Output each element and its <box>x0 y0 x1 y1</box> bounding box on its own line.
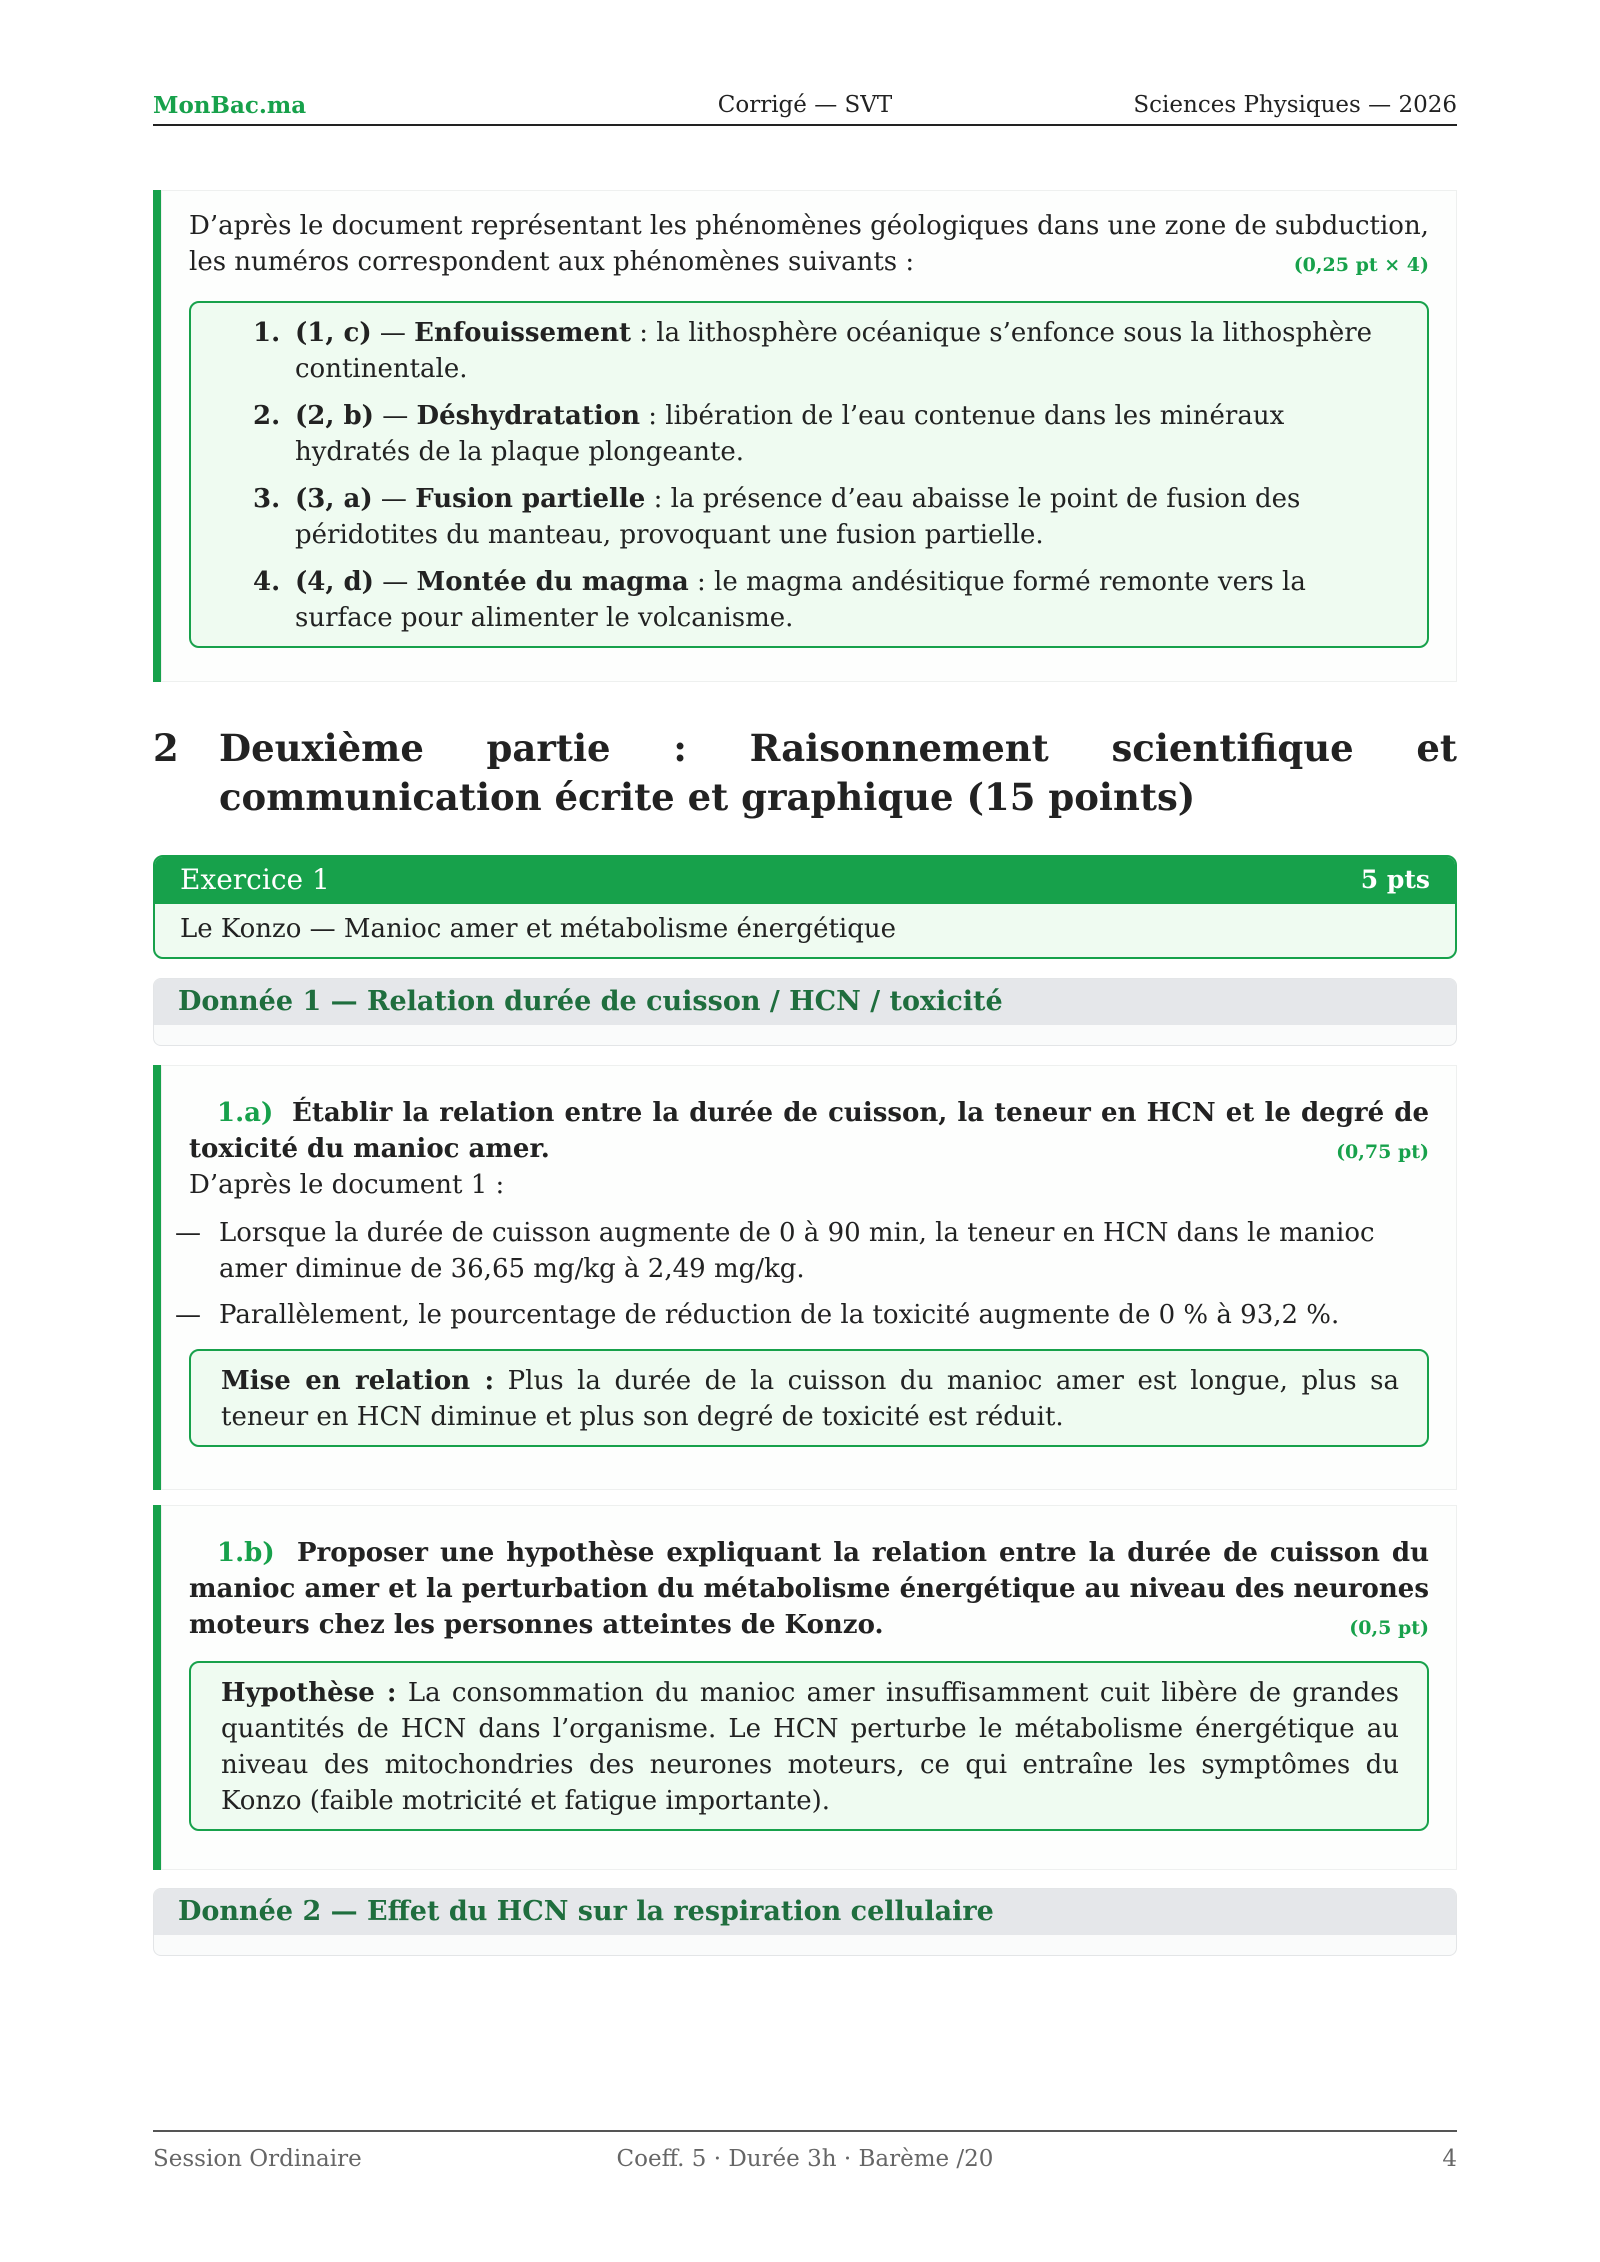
footer-left: Session Ordinaire <box>153 2146 362 2172</box>
q1b-statement <box>189 1535 1429 1643</box>
donnee-2 <box>153 1888 1457 1956</box>
list-item <box>161 1215 1429 1287</box>
item-sep: — <box>372 484 416 514</box>
list-item <box>161 1297 1429 1333</box>
phenomena-list <box>191 315 1399 636</box>
list-item <box>191 481 1399 553</box>
item-number: 3. <box>253 484 281 514</box>
list-item <box>191 564 1399 636</box>
answer-block-subduction <box>153 190 1457 682</box>
exercise-points: 5 pts <box>1360 865 1430 894</box>
section-heading <box>153 724 1457 822</box>
page-footer <box>153 2130 1457 2172</box>
dash-marker: — <box>175 1218 201 1248</box>
donnee-1 <box>153 978 1457 1046</box>
header-center: Corrigé — SVT <box>717 92 893 118</box>
item-number: 1. <box>253 318 281 348</box>
section-title: Deuxième partie : Raisonnement scientifique et communication écrite et graphique (15 points) <box>219 726 1457 819</box>
question-1a <box>153 1065 1457 1490</box>
exercise-title-bar <box>155 857 1455 904</box>
item-term: Fusion partielle <box>415 484 646 514</box>
page-header <box>153 88 1457 126</box>
item-term: Montée du magma <box>416 567 689 597</box>
item-number: 4. <box>253 567 281 597</box>
q1a-points: (0,75 pt) <box>1336 1141 1429 1163</box>
q1a-statement <box>189 1095 1429 1167</box>
q1b-points: (0,5 pt) <box>1349 1617 1429 1639</box>
item-sep: — <box>373 401 417 431</box>
item-desc: : libération de l’eau contenue dans les minéraux hydratés de la plaque plongeante. <box>295 401 1285 467</box>
exercise-card <box>153 855 1457 959</box>
block1-intro <box>189 208 1429 280</box>
section-number: 2 <box>153 726 179 770</box>
q1a-question: Établir la relation entre la durée de cuisson, la teneur en HCN et le degré de toxicité du manioc amer. <box>189 1098 1429 1164</box>
list-item <box>191 398 1399 470</box>
block1-points: (0,25 pt × 4) <box>1293 254 1429 276</box>
q1a-answer-box <box>189 1349 1429 1447</box>
q1a-answer-label: Mise en relation : <box>221 1366 495 1396</box>
item-number: 2. <box>253 401 281 431</box>
block1-intro-text: D’après le document représentant les phénomènes géologiques dans une zone de subduction, les numéros correspondent aux phénomènes suivants : <box>189 211 1429 277</box>
q1a-label: 1.a) <box>217 1098 274 1128</box>
q1b-answer-label: Hypothèse : <box>221 1678 397 1708</box>
item-pair: (3, a) <box>295 484 373 514</box>
q1a-intro: D’après le document 1 : <box>189 1170 505 1200</box>
footer-center: Coeff. 5 · Durée 3h · Barème /20 <box>616 2146 994 2172</box>
q1b-label: 1.b) <box>217 1538 275 1568</box>
page-number: 4 <box>1442 2146 1457 2172</box>
exercise-title: Exercice 1 <box>180 863 330 896</box>
q1a-answer-text: Plus la durée de la cuisson du manioc amer est longue, plus sa teneur en HCN diminue et plus son degré de toxicité est réduit. <box>221 1366 1399 1432</box>
item-pair: (2, b) <box>295 401 374 431</box>
item-sep: — <box>371 318 415 348</box>
donnee-2-title: Donnée 2 — Effet du HCN sur la respiration cellulaire <box>154 1889 1456 1935</box>
dash-marker: — <box>175 1300 201 1330</box>
item-term: Déshydratation <box>416 401 640 431</box>
q1b-answer-text: La consommation du manioc amer insuffisamment cuit libère de grandes quantités de HCN dans l’organisme. Le HCN perturbe le métabolisme énergétique au niveau des mitochondries des neurones moteurs, ce qui entraîne les symptômes du Konzo (faible motricité et fatigue importante). <box>221 1678 1399 1816</box>
list-item <box>191 315 1399 387</box>
block1-answer-box <box>189 301 1429 648</box>
item-pair: (1, c) <box>295 318 372 348</box>
item-desc: : la présence d’eau abaisse le point de fusion des péridotites du manteau, provoquant une fusion partielle. <box>295 484 1301 550</box>
question-1b <box>153 1505 1457 1870</box>
item-desc: : le magma andésitique formé remonte vers la surface pour alimenter le volcanisme. <box>295 567 1306 633</box>
exercise-subtitle: Le Konzo — Manioc amer et métabolisme énergétique <box>180 914 897 944</box>
donnee-1-title: Donnée 1 — Relation durée de cuisson / HCN / toxicité <box>154 979 1456 1025</box>
header-right: Sciences Physiques — 2026 <box>1133 92 1457 118</box>
bullet-text: Parallèlement, le pourcentage de réduction de la toxicité augmente de 0 % à 93,2 %. <box>219 1300 1340 1330</box>
q1a-bullets <box>175 1215 1429 1333</box>
q1b-question: Proposer une hypothèse expliquant la relation entre la durée de cuisson du manioc amer et la perturbation du métabolisme énergétique au niveau des neurones moteurs chez les personnes atteintes de Konzo. <box>189 1538 1430 1640</box>
item-term: Enfouissement <box>414 318 631 348</box>
item-pair: (4, d) <box>295 567 374 597</box>
header-brand: MonBac.ma <box>153 92 307 119</box>
item-desc: : la lithosphère océanique s’enfonce sous la lithosphère continentale. <box>295 318 1373 384</box>
item-sep: — <box>373 567 417 597</box>
q1b-answer-box <box>189 1661 1429 1831</box>
bullet-text: Lorsque la durée de cuisson augmente de 0 à 90 min, la teneur en HCN dans le manioc amer diminue de 36,65 mg/kg à 2,49 mg/kg. <box>219 1218 1375 1284</box>
